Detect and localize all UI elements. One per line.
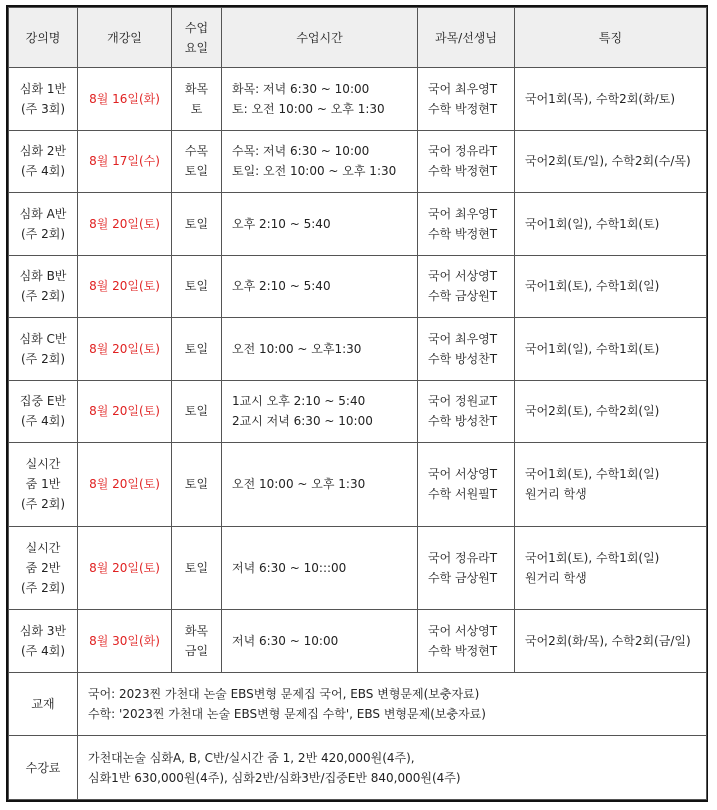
table-row bbox=[9, 443, 707, 527]
textbook-label: 교재 bbox=[9, 672, 78, 736]
class-time-line: 2교시 저녁 6:30 ~ 10:00 bbox=[232, 414, 373, 429]
textbook-row bbox=[9, 672, 707, 736]
course-name-line: 실시간 bbox=[25, 457, 61, 472]
course-name-line: (주 2회) bbox=[21, 581, 65, 595]
teacher-line: 수학 방성찬T bbox=[428, 414, 498, 429]
class-time-line: 오전 10:00 ~ 오후 1:30 bbox=[232, 477, 366, 492]
start-date: 8월 30일(화) bbox=[89, 634, 160, 649]
start-date-cell bbox=[78, 130, 172, 193]
class-time-cell bbox=[222, 318, 418, 381]
teacher-line: 수학 금상원T bbox=[428, 571, 498, 585]
features-cell bbox=[515, 443, 707, 527]
course-name-line: 집중 E반 bbox=[19, 394, 67, 409]
class-days-cell bbox=[172, 610, 222, 673]
class-time-cell bbox=[222, 526, 418, 610]
teacher-cell bbox=[418, 130, 515, 193]
course-name-line: 줌 2반 bbox=[25, 561, 61, 575]
course-name-line: 심화 2반 bbox=[19, 144, 67, 159]
teacher-line: 국어 서상영T bbox=[428, 269, 498, 284]
features-line: 국어1회(일), 수학1회(토) bbox=[525, 216, 660, 231]
start-date-cell bbox=[78, 193, 172, 256]
course-name-cell bbox=[9, 255, 78, 318]
class-time-cell bbox=[222, 255, 418, 318]
class-schedule-table bbox=[8, 7, 707, 800]
class-days-cell bbox=[172, 526, 222, 610]
class-time-cell bbox=[222, 193, 418, 256]
course-name-cell bbox=[9, 526, 78, 610]
table-row bbox=[9, 318, 707, 381]
features-line: 원거리 학생 bbox=[525, 571, 587, 585]
start-date-cell bbox=[78, 318, 172, 381]
teacher-line: 수학 금상원T bbox=[428, 289, 498, 304]
fee-content bbox=[78, 736, 707, 800]
features-cell bbox=[515, 68, 707, 131]
course-name-line: (주 4회) bbox=[21, 414, 65, 429]
header-class-days-line: 요일 bbox=[184, 40, 209, 55]
header-subject-teacher: 과목/선생님 bbox=[418, 8, 515, 68]
features-line: 국어1회(일), 수학1회(토) bbox=[525, 341, 660, 356]
course-name-line: (주 2회) bbox=[21, 351, 65, 366]
class-days-line: 토일 bbox=[184, 404, 209, 419]
class-days-cell bbox=[172, 68, 222, 131]
table-row bbox=[9, 610, 707, 673]
table-row bbox=[9, 68, 707, 131]
features-line: 원거리 학생 bbox=[525, 487, 587, 502]
course-name-line: (주 2회) bbox=[21, 289, 65, 304]
teacher-line: 국어 서상영T bbox=[428, 624, 498, 639]
course-name-line: 심화 B반 bbox=[19, 269, 67, 284]
teacher-cell bbox=[418, 318, 515, 381]
schedule-table-wrapper bbox=[6, 5, 708, 802]
start-date-cell bbox=[78, 610, 172, 673]
start-date: 8월 20일(토) bbox=[89, 477, 160, 492]
start-date: 8월 20일(토) bbox=[89, 216, 160, 231]
course-name-line: (주 4회) bbox=[21, 164, 65, 179]
start-date-cell bbox=[78, 255, 172, 318]
features-cell bbox=[515, 318, 707, 381]
course-name-line: 심화 A반 bbox=[19, 206, 67, 221]
class-time-line: 토일: 오전 10:00 ~ 오후 1:30 bbox=[232, 164, 397, 179]
class-days-cell bbox=[172, 255, 222, 318]
header-class-days bbox=[172, 8, 222, 68]
textbook-content bbox=[78, 672, 707, 736]
table-row bbox=[9, 526, 707, 610]
features-line: 국어1회(토), 수학1회(일) bbox=[525, 279, 660, 294]
teacher-line: 국어 최우영T bbox=[428, 331, 498, 346]
class-days-cell bbox=[172, 443, 222, 527]
fee-line: 심화1반 630,000원(4주), 심화2반/심화3반/집중E반 840,000원(4주) bbox=[88, 770, 461, 785]
start-date: 8월 20일(토) bbox=[89, 561, 160, 575]
teacher-line: 수학 박정현T bbox=[428, 226, 498, 241]
course-name-cell bbox=[9, 193, 78, 256]
class-days-line: 토일 bbox=[184, 279, 209, 294]
table-row bbox=[9, 193, 707, 256]
class-days-line: 화목 bbox=[184, 624, 209, 639]
course-name-cell bbox=[9, 130, 78, 193]
features-line: 국어1회(토), 수학1회(일) bbox=[525, 551, 660, 565]
start-date-cell bbox=[78, 68, 172, 131]
course-name-cell bbox=[9, 380, 78, 443]
table-row bbox=[9, 380, 707, 443]
class-days-line: 토일 bbox=[184, 341, 209, 356]
course-name-line: 심화 C반 bbox=[19, 331, 67, 346]
features-line: 국어2회(토), 수학2회(일) bbox=[525, 404, 660, 419]
teacher-line: 국어 최우영T bbox=[428, 81, 498, 96]
fee-row bbox=[9, 736, 707, 800]
class-days-line: 토일 bbox=[184, 561, 209, 575]
class-days-line: 토일 bbox=[184, 164, 209, 179]
start-date-cell bbox=[78, 443, 172, 527]
header-features: 특징 bbox=[515, 8, 707, 68]
course-name-line: (주 3회) bbox=[21, 101, 65, 116]
teacher-cell bbox=[418, 610, 515, 673]
features-cell bbox=[515, 610, 707, 673]
start-date: 8월 17일(수) bbox=[89, 154, 160, 169]
start-date: 8월 20일(토) bbox=[89, 404, 160, 419]
class-time-cell bbox=[222, 380, 418, 443]
start-date: 8월 16일(화) bbox=[89, 91, 160, 106]
class-days-line: 수목 bbox=[184, 144, 209, 159]
start-date-cell bbox=[78, 380, 172, 443]
course-name-line: 심화 1반 bbox=[19, 81, 67, 96]
course-name-line: (주 2회) bbox=[21, 226, 65, 241]
class-time-line: 1교시 오후 2:10 ~ 5:40 bbox=[232, 394, 366, 409]
class-days-cell bbox=[172, 380, 222, 443]
header-class-days-line: 수업 bbox=[184, 20, 209, 35]
class-time-line: 저녁 6:30 ~ 10:::00 bbox=[232, 561, 347, 575]
course-name-line: 실시간 bbox=[25, 541, 61, 555]
class-time-line: 토: 오전 10:00 ~ 오후 1:30 bbox=[232, 101, 385, 116]
course-name-line: 줌 1반 bbox=[25, 477, 61, 492]
class-time-line: 오전 10:00 ~ 오후1:30 bbox=[232, 341, 362, 356]
course-name-line: (주 2회) bbox=[21, 497, 65, 512]
class-days-cell bbox=[172, 130, 222, 193]
class-time-line: 저녁 6:30 ~ 10:00 bbox=[232, 634, 339, 649]
teacher-cell bbox=[418, 443, 515, 527]
teacher-line: 수학 박정현T bbox=[428, 101, 498, 116]
features-line: 국어1회(토), 수학1회(일) bbox=[525, 467, 660, 482]
course-name-cell bbox=[9, 610, 78, 673]
features-cell bbox=[515, 193, 707, 256]
class-days-line: 화목 bbox=[184, 81, 209, 96]
class-time-cell bbox=[222, 68, 418, 131]
start-date: 8월 20일(토) bbox=[89, 341, 160, 356]
course-name-line: 심화 3반 bbox=[19, 624, 67, 639]
features-cell bbox=[515, 526, 707, 610]
fee-line: 가천대논술 심화A, B, C반/실시간 줌 1, 2반 420,000원(4주), bbox=[88, 750, 415, 765]
class-days-cell bbox=[172, 318, 222, 381]
fee-label: 수강료 bbox=[9, 736, 78, 800]
start-date: 8월 20일(토) bbox=[89, 279, 160, 294]
teacher-line: 국어 최우영T bbox=[428, 206, 498, 221]
header-course-name: 강의명 bbox=[9, 8, 78, 68]
teacher-line: 수학 박정현T bbox=[428, 644, 498, 659]
course-name-line: (주 4회) bbox=[21, 644, 65, 659]
class-days-line: 토일 bbox=[184, 477, 209, 492]
teacher-cell bbox=[418, 380, 515, 443]
teacher-line: 수학 박정현T bbox=[428, 164, 498, 179]
teacher-line: 국어 정원교T bbox=[428, 394, 498, 409]
teacher-line: 수학 서원필T bbox=[428, 487, 498, 502]
class-days-line: 토일 bbox=[184, 216, 209, 231]
class-days-line: 토 bbox=[190, 101, 203, 116]
class-time-line: 화목: 저녁 6:30 ~ 10:00 bbox=[232, 81, 370, 96]
class-time-cell bbox=[222, 130, 418, 193]
table-row bbox=[9, 130, 707, 193]
table-row bbox=[9, 255, 707, 318]
class-time-line: 수목: 저녁 6:30 ~ 10:00 bbox=[232, 144, 370, 159]
class-time-cell bbox=[222, 610, 418, 673]
course-name-cell bbox=[9, 68, 78, 131]
class-days-line: 금일 bbox=[184, 644, 209, 659]
textbook-line: 국어: 2023찐 가천대 논술 EBS변형 문제집 국어, EBS 변형문제(보충자료) bbox=[88, 687, 480, 702]
features-line: 국어1회(목), 수학2회(화/토) bbox=[525, 91, 675, 106]
header-class-time: 수업시간 bbox=[222, 8, 418, 68]
class-time-line: 오후 2:10 ~ 5:40 bbox=[232, 279, 331, 294]
teacher-line: 수학 방성찬T bbox=[428, 351, 498, 366]
header-row bbox=[9, 8, 707, 68]
features-line: 국어2회(화/목), 수학2회(금/일) bbox=[525, 634, 691, 649]
course-name-cell bbox=[9, 318, 78, 381]
features-cell bbox=[515, 130, 707, 193]
start-date-cell bbox=[78, 526, 172, 610]
textbook-line: 수학: '2023찐 가천대 논술 EBS변형 문제집 수학', EBS 변형문제(보충자료) bbox=[88, 707, 486, 722]
teacher-line: 국어 정유라T bbox=[428, 144, 498, 159]
course-name-cell bbox=[9, 443, 78, 527]
features-line: 국어2회(토/일), 수학2회(수/목) bbox=[525, 154, 691, 169]
features-cell bbox=[515, 380, 707, 443]
teacher-cell bbox=[418, 255, 515, 318]
class-time-line: 오후 2:10 ~ 5:40 bbox=[232, 216, 331, 231]
teacher-cell bbox=[418, 526, 515, 610]
class-days-cell bbox=[172, 193, 222, 256]
header-start-date: 개강일 bbox=[78, 8, 172, 68]
features-cell bbox=[515, 255, 707, 318]
teacher-cell bbox=[418, 68, 515, 131]
teacher-cell bbox=[418, 193, 515, 256]
teacher-line: 국어 정유라T bbox=[428, 551, 498, 565]
class-time-cell bbox=[222, 443, 418, 527]
teacher-line: 국어 서상영T bbox=[428, 467, 498, 482]
